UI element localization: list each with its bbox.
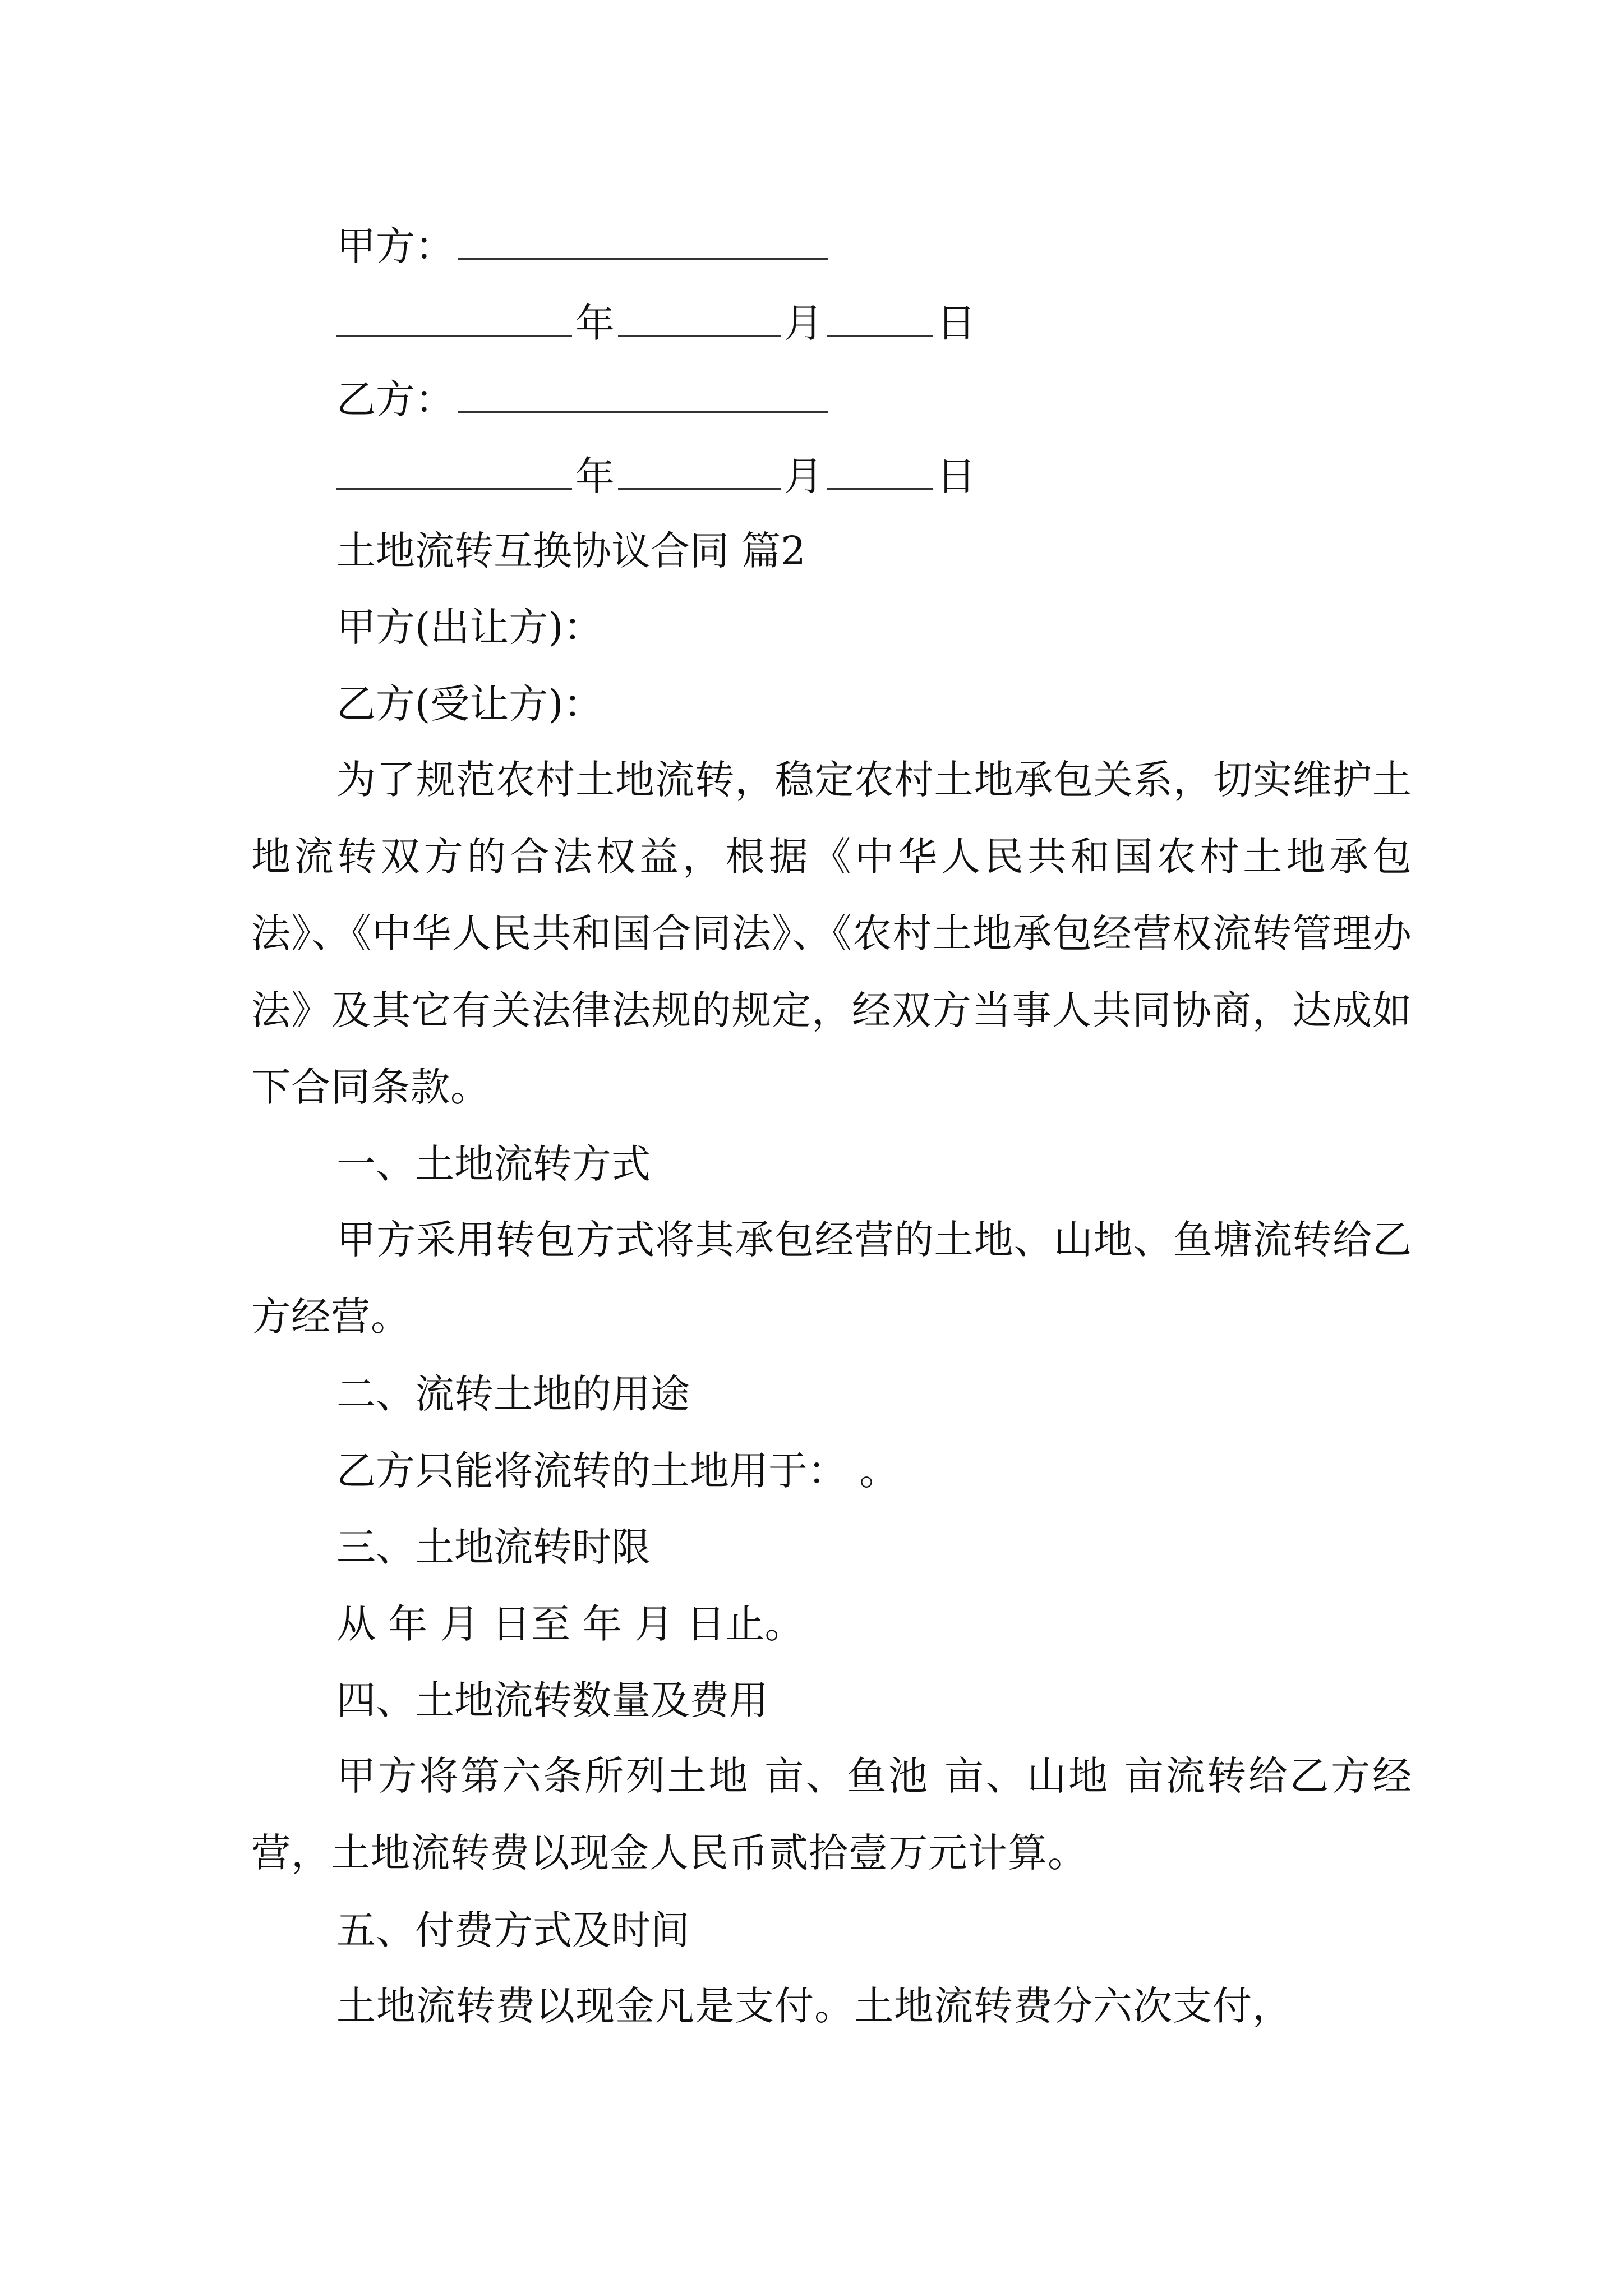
day-label: 日 bbox=[937, 453, 976, 499]
clause-4-text: 甲方将第六条所列土地 亩、鱼池 亩、山地 亩流转给乙方经营，土地流转费以现金人民币贰拾壹万元计算。 bbox=[251, 1753, 1412, 1876]
party-b-signature-line bbox=[336, 372, 831, 425]
month-label: 月 bbox=[784, 300, 823, 346]
party-a-transferor: 甲方(出让方)： bbox=[336, 604, 603, 650]
month-blank bbox=[618, 296, 781, 337]
intro-paragraph: 为了规范农村土地流转，稳定农村土地承包关系，切实维护土地流转双方的合法权益，根据《中华人民共和国农村土地承包法》、《中华人民共和国合同法》、《农村土地承包经营权流转管理办法》及其它有关法律法规的规定，经双方当事人共同协商，达成如下合同条款。 bbox=[251, 757, 1412, 1110]
day-blank bbox=[827, 296, 933, 337]
clause-5-heading: 五、付费方式及时间 bbox=[336, 1907, 690, 1953]
year-label: 年 bbox=[575, 453, 615, 499]
month-label: 月 bbox=[784, 453, 823, 499]
party-a-label: 甲方： bbox=[336, 223, 454, 269]
party-b-transferee: 乙方(受让方)： bbox=[336, 681, 603, 727]
clause-1-heading: 一、土地流转方式 bbox=[336, 1141, 651, 1187]
day-label: 日 bbox=[937, 300, 976, 346]
day-blank bbox=[827, 449, 933, 490]
party-b-date-line bbox=[336, 449, 976, 501]
party-b-blank bbox=[458, 372, 828, 413]
month-blank bbox=[618, 449, 781, 490]
party-a-signature-line bbox=[336, 219, 831, 272]
year-blank bbox=[336, 296, 572, 337]
clause-2-text: 乙方只能将流转的土地用于： 。 bbox=[336, 1448, 899, 1494]
party-a-blank bbox=[458, 219, 828, 260]
year-label: 年 bbox=[575, 300, 615, 346]
clause-3-text: 从 年 月 日至 年 月 日止。 bbox=[336, 1601, 804, 1647]
party-b-label: 乙方： bbox=[336, 376, 454, 422]
clause-5-text: 土地流转费以现金凡是支付。土地流转费分六次支付， bbox=[336, 1983, 1292, 2029]
year-blank bbox=[336, 449, 572, 490]
clause-2-heading: 二、流转土地的用途 bbox=[336, 1371, 690, 1417]
section-title: 土地流转互换协议合同 篇2 bbox=[336, 528, 806, 574]
party-a-date-line bbox=[336, 296, 976, 348]
clause-1-text: 甲方采用转包方式将其承包经营的土地、山地、鱼塘流转给乙方经营。 bbox=[251, 1217, 1412, 1340]
clause-3-heading: 三、土地流转时限 bbox=[336, 1524, 651, 1570]
clause-4-heading: 四、土地流转数量及费用 bbox=[336, 1677, 768, 1723]
